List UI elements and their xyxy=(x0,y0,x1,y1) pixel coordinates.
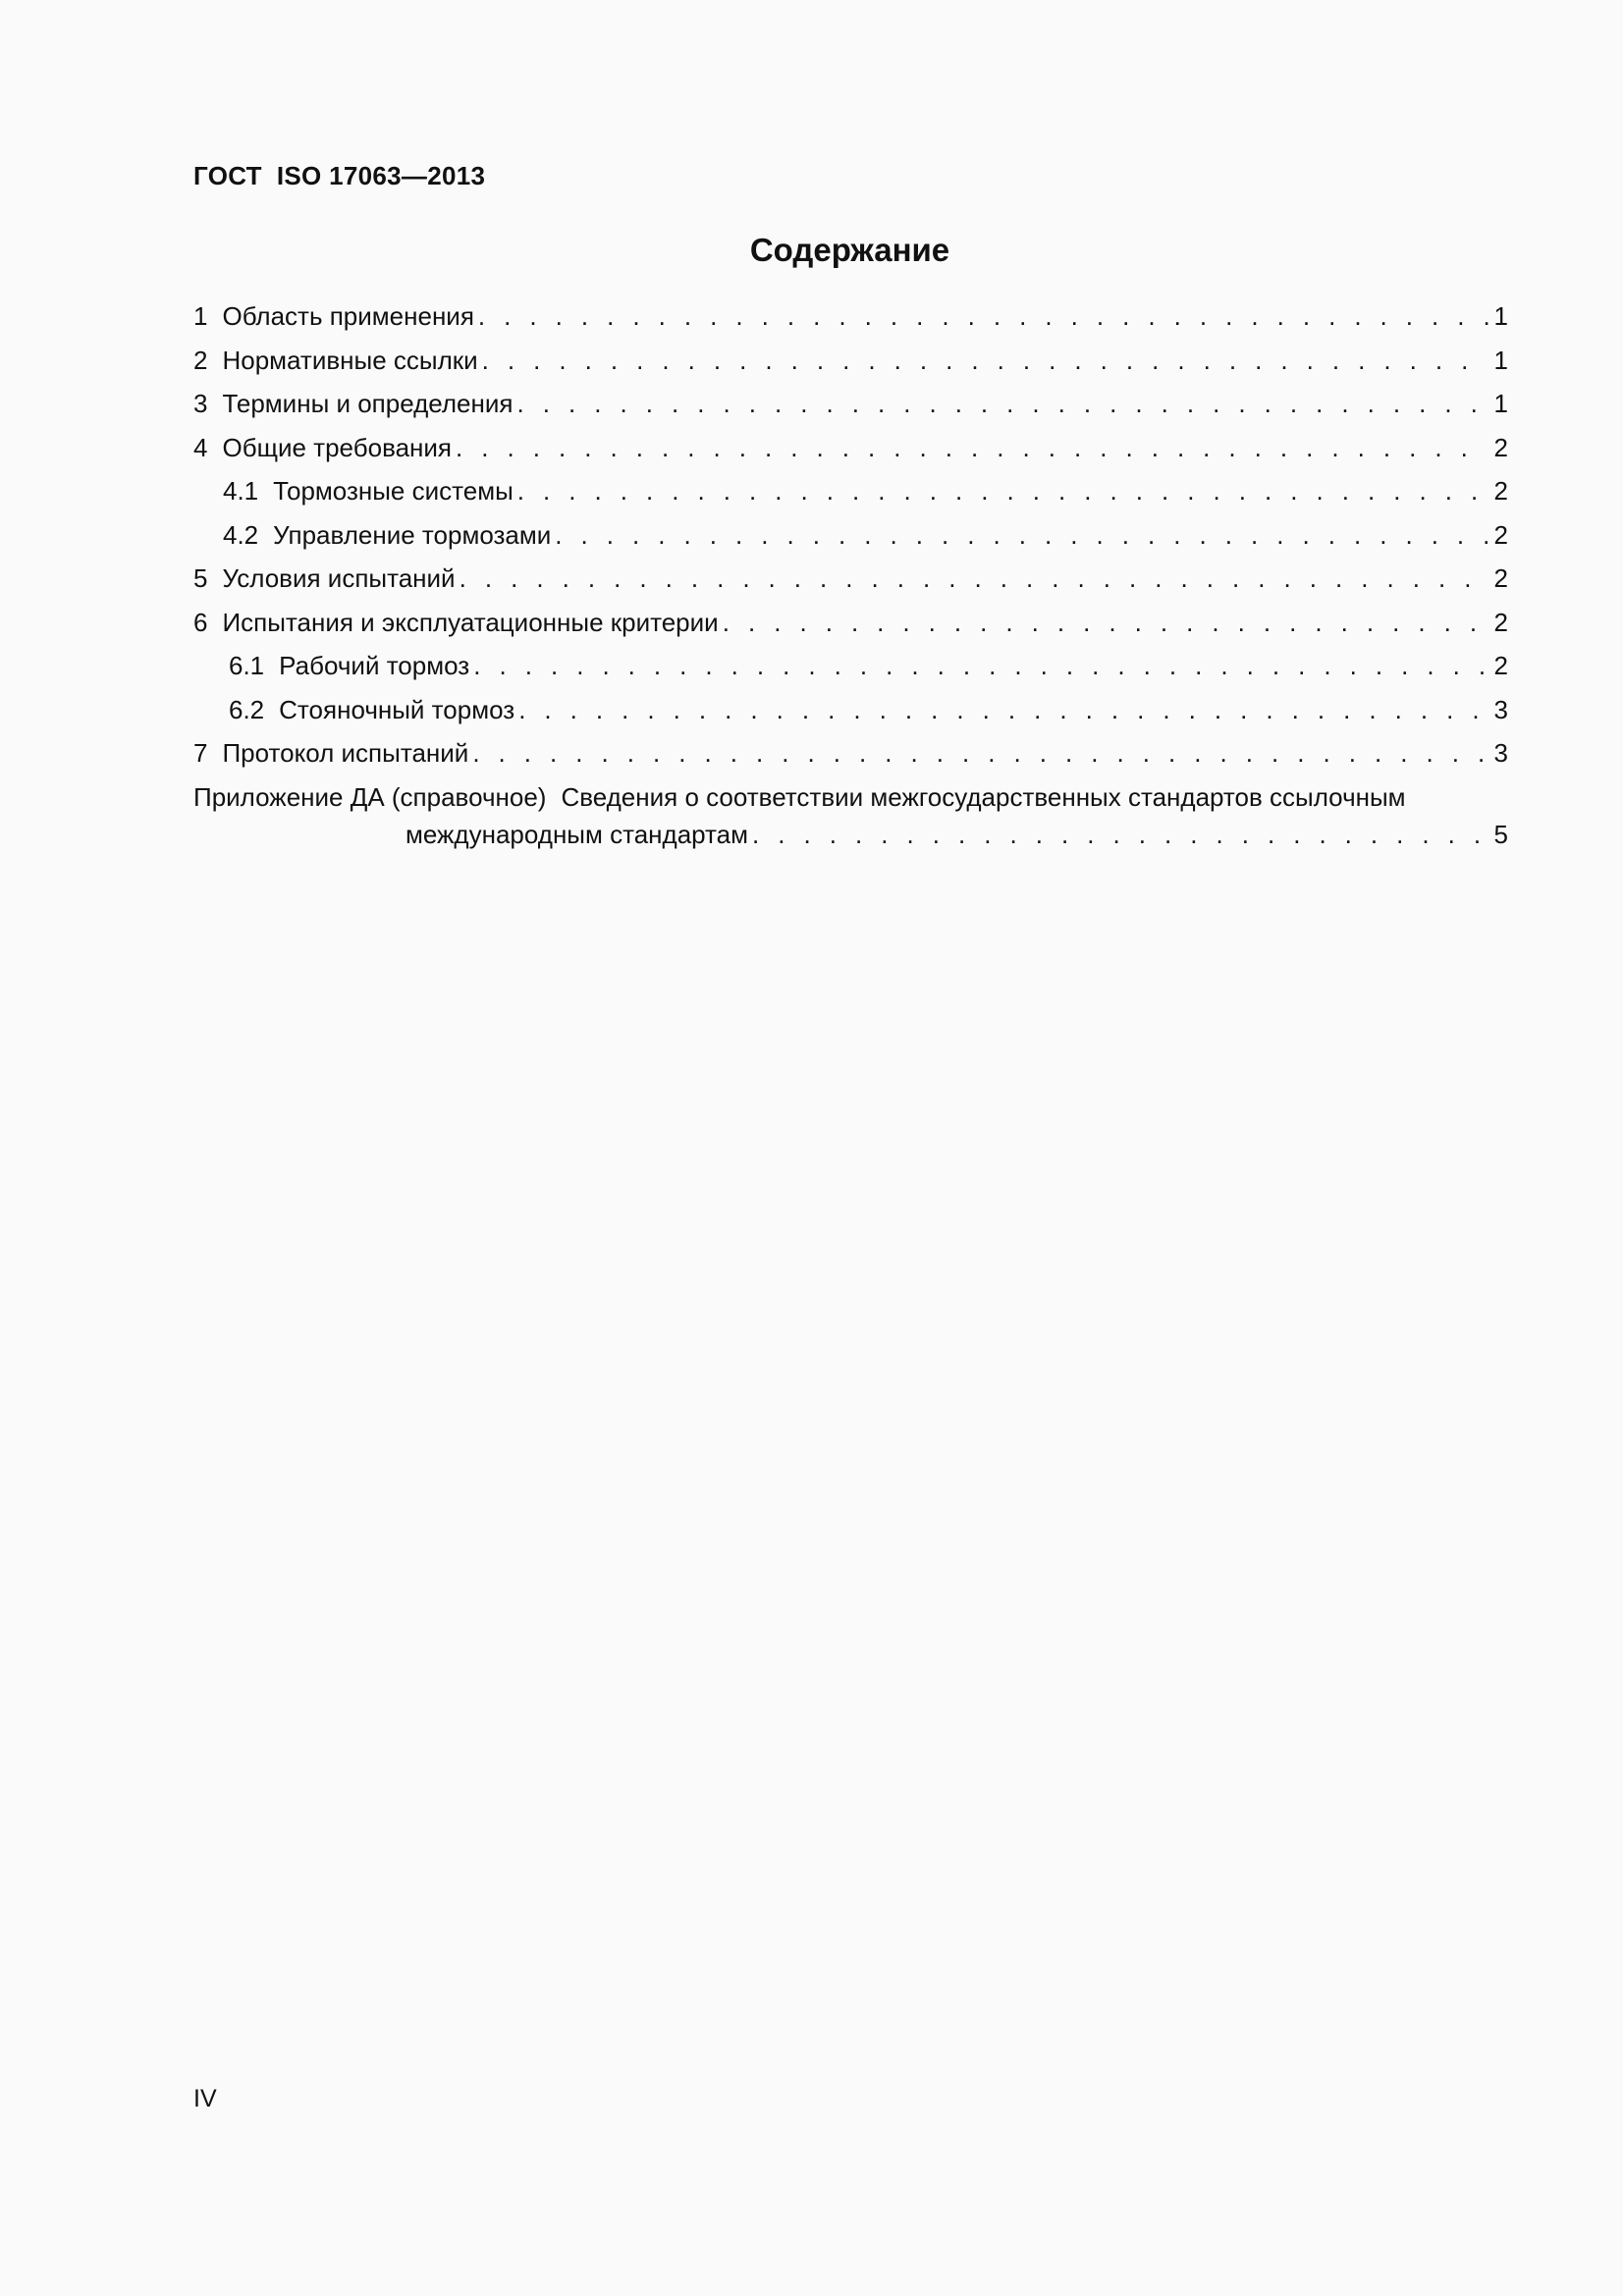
toc-entry-page: 3 xyxy=(1493,738,1508,768)
annex-title-line2: международным стандартам xyxy=(406,819,748,849)
annex-first-line xyxy=(193,779,1508,815)
page-number: IV xyxy=(193,2085,217,2112)
toc-entry-2[interactable] xyxy=(193,343,1508,387)
toc-entry-title: Управление тормозами xyxy=(273,519,552,550)
toc-entry-number: 4 xyxy=(193,432,208,462)
toc-entry-title: Рабочий тормоз xyxy=(279,651,470,680)
toc-entry-page: 2 xyxy=(1493,476,1508,506)
toc-dot-leader xyxy=(752,817,1488,852)
toc-entry-4-1[interactable] xyxy=(193,473,1508,517)
toc-entry-3[interactable] xyxy=(193,386,1508,430)
document-designation: ГОСТ ISO 17063—2013 xyxy=(193,161,486,190)
toc-entry-title: Условия испытаний xyxy=(222,563,456,593)
toc-entry-4[interactable] xyxy=(193,430,1508,474)
toc-dot-leader xyxy=(517,473,1488,508)
toc-entry-page: 1 xyxy=(1493,301,1508,331)
toc-entry-page: 2 xyxy=(1493,563,1508,593)
annex-page: 5 xyxy=(1493,819,1508,849)
toc-dot-leader xyxy=(473,648,1488,683)
toc-entry-page: 2 xyxy=(1493,519,1508,550)
toc-entry-number: 2 xyxy=(193,345,208,375)
toc-entry-number: 3 xyxy=(193,389,208,418)
toc-entry-7[interactable] xyxy=(193,735,1508,779)
toc-entry-number: 6.1 xyxy=(229,651,265,680)
toc-entry-page: 1 xyxy=(1493,345,1508,375)
toc-entry-number: 1 xyxy=(193,301,208,331)
toc-entry-title: Испытания и эксплуатационные критерии xyxy=(222,607,719,637)
toc-entry-title: Стояночный тормоз xyxy=(279,694,515,724)
toc-entry-5[interactable] xyxy=(193,561,1508,605)
toc-dot-leader xyxy=(723,605,1488,640)
toc-entry-6[interactable] xyxy=(193,605,1508,649)
toc-dot-leader xyxy=(460,561,1488,596)
table-of-contents xyxy=(193,298,1508,852)
toc-entry-title: Нормативные ссылки xyxy=(222,345,478,375)
toc-entry-page: 2 xyxy=(1493,651,1508,680)
toc-entry-page: 2 xyxy=(1493,607,1508,637)
toc-entry-number: 6.2 xyxy=(229,694,265,724)
toc-dot-leader xyxy=(516,386,1488,421)
toc-entry-title: Общие требования xyxy=(222,432,453,462)
toc-entry-number: 7 xyxy=(193,738,208,768)
toc-entry-title: Область применения xyxy=(222,301,474,331)
toc-dot-leader xyxy=(472,735,1488,771)
toc-entry-page: 3 xyxy=(1493,694,1508,724)
annex-second-line xyxy=(193,817,1508,852)
toc-entry-annex-da[interactable] xyxy=(193,779,1508,852)
toc-entry-page: 2 xyxy=(1493,432,1508,462)
toc-entry-title: Протокол испытаний xyxy=(222,738,469,768)
annex-title-line1: Сведения о соответствии межгосударственных стандартов ссылочным xyxy=(561,781,1406,812)
toc-dot-leader xyxy=(482,343,1488,378)
toc-entry-title: Термины и определения xyxy=(222,389,514,418)
toc-entry-number: 5 xyxy=(193,563,208,593)
toc-dot-leader xyxy=(518,692,1488,727)
toc-entry-title: Тормозные системы xyxy=(273,476,514,506)
toc-entry-6-1[interactable] xyxy=(193,648,1508,692)
toc-entry-page: 1 xyxy=(1493,389,1508,418)
toc-title: Содержание xyxy=(749,232,950,268)
toc-entry-1[interactable] xyxy=(193,298,1508,343)
toc-entry-number: 4.1 xyxy=(223,476,259,506)
toc-dot-leader xyxy=(456,430,1488,465)
toc-entry-6-2[interactable] xyxy=(193,692,1508,736)
toc-entry-4-2[interactable] xyxy=(193,517,1508,561)
annex-label: Приложение ДА (справочное) xyxy=(193,781,547,812)
toc-entry-number: 4.2 xyxy=(223,519,259,550)
toc-dot-leader xyxy=(555,517,1488,553)
toc-dot-leader xyxy=(478,298,1488,334)
toc-entry-number: 6 xyxy=(193,607,208,637)
